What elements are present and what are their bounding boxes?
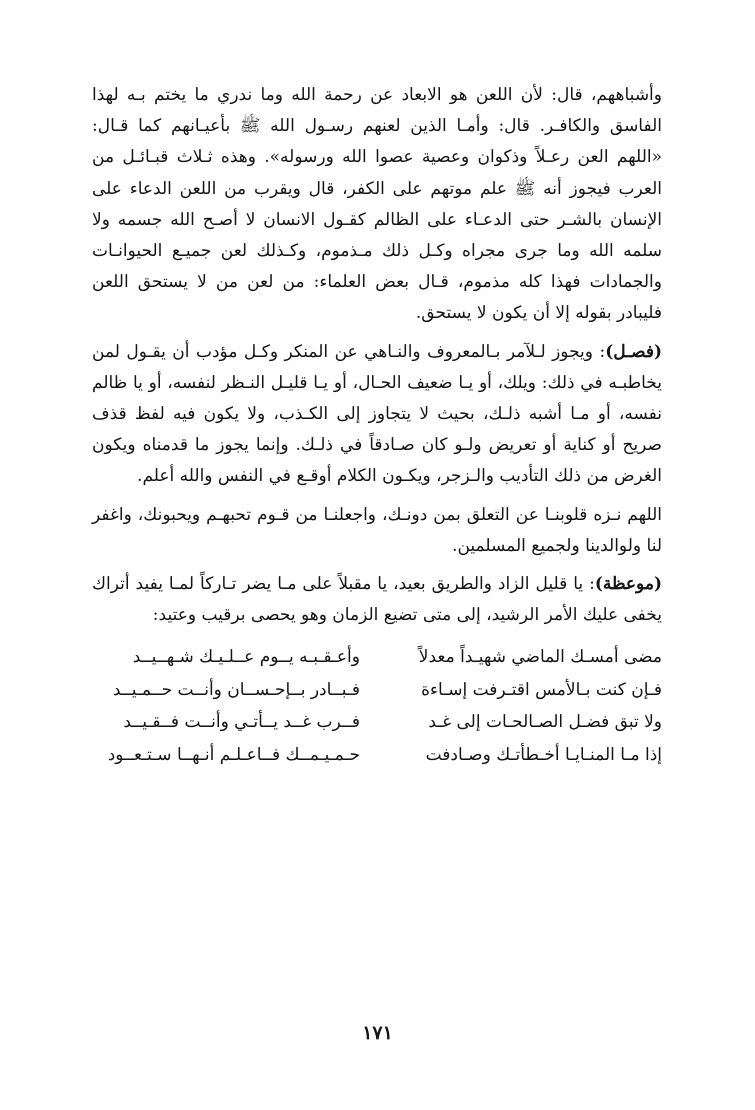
section-heading-fasl: (فصـل) [605,341,662,362]
paragraph-text: : يا قليل الزاد والطريق بعيد، يا مقبلاً على مـا يضر تـاركاً لمـا يفيد أتراك يخفى عليك الأمر الرشيد، إلى متى تضيع الزمان وهو يحصى برقيب وعتيد: [92,574,662,626]
poem-verse-1-first: مضى أمسـك الماضي شهيـداً معدلاً [418,647,662,668]
paragraph-cursing [92,80,662,330]
paragraph-text: : ويجوز لـلآمر بـالمعروف والنـاهي عن المنكر وكـل مؤدب أن يقـول لمن يخاطبـه في ذلك: ويلك، أو يـا ضعيف الحـال، أو يـا قليـل النـظر لنفسه، أو يا ظالم نفسه، أو مـا أشبه ذلـك، بحيث لا يتجاوز إلى الكـذب، ولا يكون فيه لفظ قذف صريح أو كناية أو تعريض ولـو كان صـادقاً في ذلـك. وإنما يجوز ما قدمناه ويكون الغرض من ذلك التأديب والـزجر، ويكـون الكلام أوقـع في النفس والله أعلم. [92,341,662,487]
poem-verse-4-first: إذا مـا المنـايـا أخـطأتـك وصـادفت [425,744,662,765]
poem-verse-2-second: فـبــادر بــإحـســان وأنــت حــمـيــد [112,679,360,700]
paragraph-text: اللهم نـزه قلوبنـا عن التعلق بمن دونـك، واجعلنـا من قـوم تحبهـم ويحبونك، واغفر لنا ولوالدينا ولجميع المسلمين. [92,504,662,556]
page-number: ١٧١ [362,1022,393,1044]
poem-verse-1-second: وأعـقـبـه يــوم عــلـيـك شـهــيــد [132,647,360,668]
paragraph-fasl [92,337,662,493]
paragraph-supplication [92,500,662,562]
paragraph-text: وأشباههم، قال: لأن اللعن هو الابعاد عن رحمة الله وما ندري ما يختم بـه لهذا الفاسق والكافـر. قال: وأمـا الذين لعنهم رسـول الله ﷺ بأعيـانهم كما قـال: «اللهم العن رعـلاً وذكوان وعصية عصوا الله ورسوله». وهذه ثـلاث قبـائـل من العرب فيجوز أنه ﷺ علم موتهم على الكفر، قال ويقرب من اللعن الدعاء على الإنسان بالشـر حتى الدعـاء على الظالم كقـول الانسان لا أصـح الله جسمه ولا سلمه الله وما جرى مجراه وكـل ذلك مـذموم، وكـذلك لعن جميـع الحيوانـات والجمادات فهذا كله مذموم، قـال بعض العلماء: من لعن من لا يستحق اللعن فليبادر بقوله إلا أن يكون لا يستحق. [92,85,662,324]
paragraph-mawiza [92,569,662,631]
poem-verse-3-first: ولا تبق فضـل الصـالحـات إلى غـد [428,712,662,733]
section-heading-mawiza: (موعظة) [594,574,662,595]
poem-verse-4-second: حـمـيـمــك فــاعـلـم أنـهــا سـتـعــود [107,744,360,765]
poem-verse-2-first: فـإن كنت بـالأمس اقتـرفت إسـاءة [421,679,662,700]
poem [92,641,662,771]
page-body [92,80,662,771]
poem-verse-3-second: فــرب غــد يــأتـي وأنــت فــقـيــد [123,712,360,733]
